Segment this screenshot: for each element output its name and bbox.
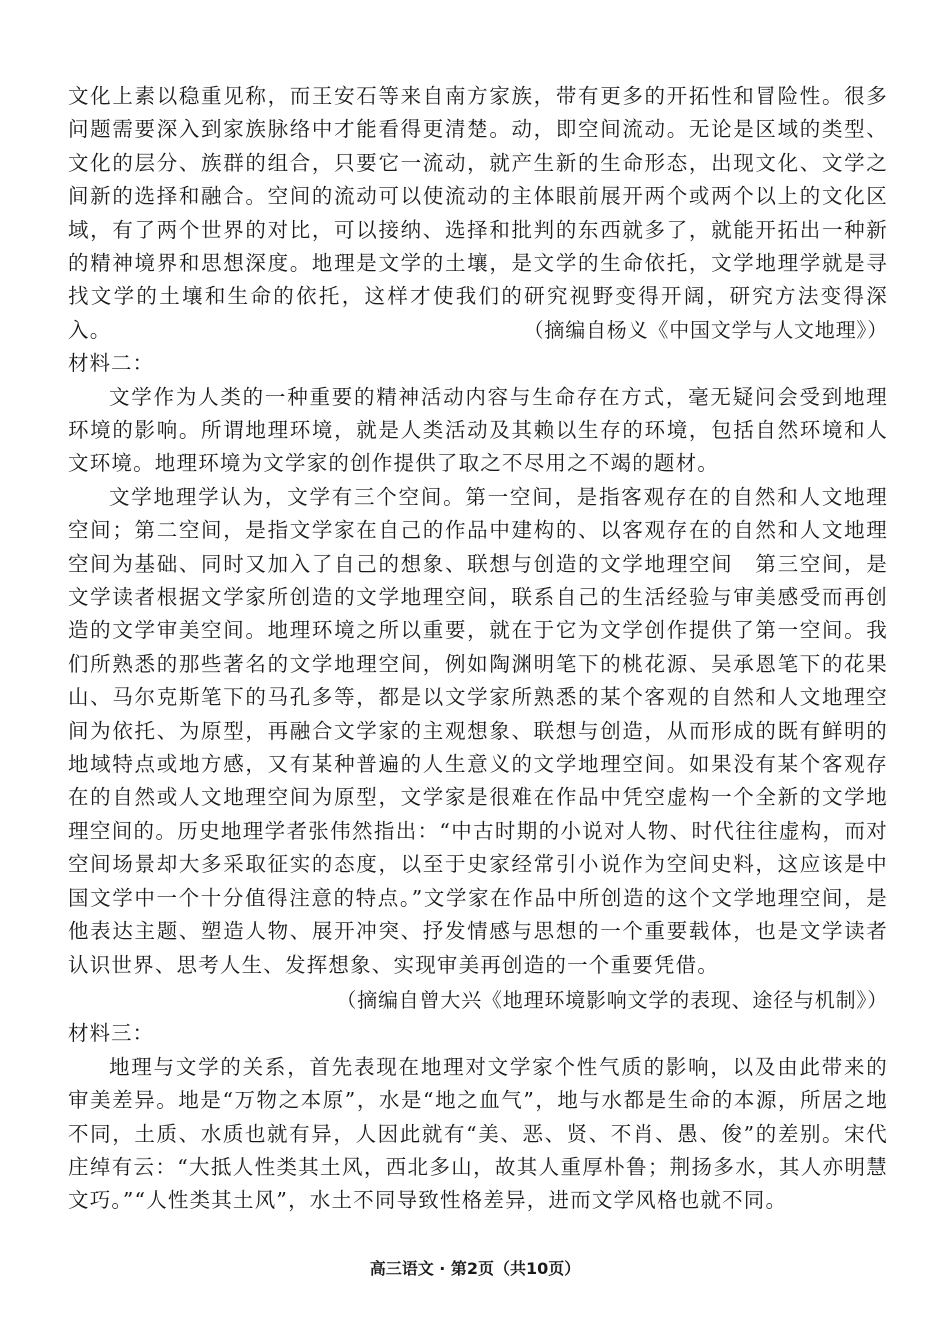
material-three-heading: 材料三： <box>68 1021 154 1046</box>
document-page <box>68 80 888 1218</box>
material-two-paragraph-1: 文学作为人类的一种重要的精神活动内容与生命存在方式，毫无疑问会受到地理环境的影响。所谓地理环境，就是人类活动及其赖以生存的环境，包括自然环境和人文环境。地理环境为文学家的创作提供了取之不尽用之不竭的题材。 <box>68 384 888 476</box>
material-two-paragraph-2: 文学地理学认为，文学有三个空间。第一空间，是指客观存在的自然和人文地理空间；第二空间，是指文学家在自己的作品中建构的、以客观存在的自然和人文地理空间为基础、同时又加入了自己的想象、联想与创造的文学地理空间 第三空间，是文学读者根据文学家所创造的文学地理空间，联系自己的生活经验与审美感受而再创造的文学审美空间。地理环境之所以重要，就在于它为文学创作提供了第一空间。我们所熟悉的那些著名的文学地理空间，例如陶渊明笔下的桃花源、吴承恩笔下的花果山、马尔克斯笔下的马孔多等，都是以文学家所熟悉的某个客观的自然和人文地理空间为依托、为原型，再融合文学家的主观想象、联想与创造，从而形成的既有鲜明的地域特点或地方感，又有某种普遍的人生意义的文学地理空间。如果没有某个客观存在的自然或人文地理空间为原型，文学家是很难在作品中凭空虚构一个全新的文学地理空间的。历史地理学者张伟然指出：“中古时期的小说对人物、时代往往虚构，而对空间场景却大多采取征实的态度，以至于史家经常引小说作为空间史料，这应该是中国文学中一个十分值得注意的特点。”文学家在作品中所创造的这个文学地理空间，是他表达主题、塑造人物、展开冲突、抒发情感与思想的一个重要载体，也是文学读者认识世界、思考人生、发挥想象、实现审美再创造的一个重要凭借。 <box>68 484 888 977</box>
material-one-source: （摘编自杨义《中国文学与人文地理》） <box>523 317 888 342</box>
material-two-heading: 材料二： <box>68 351 154 376</box>
material-three-paragraph-1: 地理与文学的关系，首先表现在地理对文学家个性气质的影响，以及由此带来的审美差异。地是“万物之本原”，水是“地之血气”，地与水都是生命的本源，所居之地不同，土质、水质也就有异，人因此就有“美、恶、贤、不肖、愚、俊”的差别。宋代庄绰有云：“大抵人性类其土风，西北多山，故其人重厚朴鲁；荆扬多水，其人亦明慧文巧。”“人性类其土风”，水土不同导致性格差异，进而文学风格也就不同。 <box>68 1054 888 1213</box>
page-footer: 高三语文 · 第2页（共10页） <box>369 1259 581 1278</box>
material-two-source: （摘编自曾大兴《地理环境影响文学的表现、途径与机制》） <box>336 987 888 1012</box>
material-one-paragraph: 文化上素以稳重见称，而王安石等来自南方家族，带有更多的开拓性和冒险性。很多问题需要深入到家族脉络中才能看得更清楚。动，即空间流动。无论是区域的类型、文化的层分、族群的组合，只要它一流动，就产生新的生命形态，出现文化、文学之间新的选择和融合。空间的流动可以使流动的主体眼前展开两个或两个以上的文化区域，有了两个世界的对比，可以接纳、选择和批判的东西就多了，就能开拓出一种新的精神境界和思想深度。地理是文学的土壤，是文学的生命依托，文学地理学就是寻找文学的土壤和生命的依托，这样才使我们的研究视野变得开阔，研究方法变得深入。 <box>68 84 888 342</box>
